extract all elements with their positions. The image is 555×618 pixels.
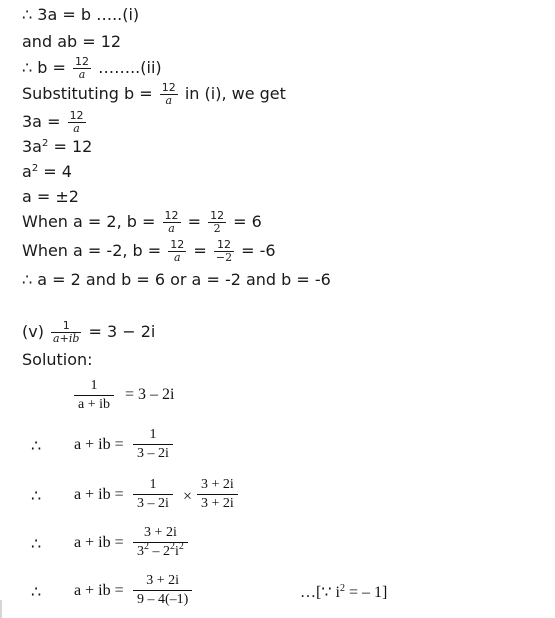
denominator: a+ib [53, 332, 80, 345]
text: i [175, 544, 179, 559]
fraction-1-over-3-minus-2i [133, 476, 173, 513]
text: ∴ b = [22, 58, 71, 77]
numerator: 1 [133, 426, 173, 445]
line-3a-squared [22, 137, 92, 157]
line-3a-eq-b: ∴ 3a = b …..(i) [22, 5, 140, 24]
denominator: a [78, 68, 86, 81]
line-when-a-2 [22, 210, 262, 235]
denominator: 3 – 2i [137, 496, 169, 511]
denominator: a [165, 94, 173, 107]
text: (v) [22, 322, 50, 341]
text: = [182, 212, 207, 231]
solution-heading: Solution: [22, 350, 93, 369]
denominator: −2 [215, 251, 233, 264]
text: Substituting b = [22, 84, 158, 103]
lhs-a-plus-ib: a + ib = [74, 436, 124, 453]
text: When a = 2, b = [22, 212, 161, 231]
line-a-squared [22, 162, 72, 182]
line-conclusion: ∴ a = 2 and b = 6 or a = -2 and b = -6 [22, 270, 331, 289]
denominator [133, 543, 188, 561]
exponent: 2 [31, 163, 39, 174]
numerator: 3 + 2i [197, 476, 238, 495]
fraction-expanded [133, 524, 188, 561]
left-edge-divider [0, 600, 2, 618]
text: a [22, 162, 32, 181]
line-when-a-minus-2 [22, 239, 276, 264]
numerator: 12 [214, 239, 234, 252]
fraction [51, 320, 81, 345]
fraction [214, 239, 234, 264]
exponent: 2 [144, 541, 149, 552]
text: = 6 [228, 212, 262, 231]
denominator: 9 – 4(–1) [137, 592, 189, 607]
therefore-symbol: ∴ [31, 438, 42, 455]
numerator: 12 [69, 109, 84, 122]
denominator: 3 + 2i [201, 496, 234, 511]
text: = -6 [236, 241, 276, 260]
text: – 2 [149, 544, 170, 559]
fraction-simplified [133, 572, 192, 609]
line-ab-eq-12: and ab = 12 [22, 32, 122, 51]
denominator: 3 – 2i [137, 446, 169, 461]
text: ……..(ii) [93, 58, 162, 77]
multiply-sign: × [183, 488, 193, 505]
fraction-1-over-a-plus-ib [74, 377, 114, 414]
numerator: 1 [74, 377, 114, 396]
numerator: 12 [170, 238, 185, 251]
text: 3a = [22, 112, 66, 131]
therefore-symbol: ∴ [31, 584, 42, 601]
text: 3a [22, 137, 42, 156]
denominator: a [174, 251, 181, 264]
line-3a-eq-12-over-a [22, 110, 88, 135]
denominator: a + ib [78, 397, 110, 412]
text: = 4 [38, 162, 72, 181]
fraction [168, 239, 186, 264]
text: = [188, 241, 212, 260]
exponent: 2 [41, 138, 49, 149]
denominator: 2 [213, 222, 221, 235]
exponent: 2 [178, 541, 184, 552]
numerator: 12 [210, 209, 225, 222]
numerator: 1 [51, 320, 81, 333]
line-b-eq-12-over-a [22, 56, 162, 81]
therefore-symbol: ∴ [31, 536, 42, 553]
denominator: a [168, 222, 175, 235]
rhs-3-minus-2i: = 3 – 2i [125, 386, 175, 403]
exponent: 2 [339, 583, 345, 594]
numerator: 3 + 2i [133, 572, 192, 591]
fraction [160, 82, 178, 107]
line-question-v [22, 320, 155, 345]
line-substituting [22, 82, 286, 107]
fraction [68, 110, 86, 135]
text: = 3 − 2i [83, 322, 156, 341]
fraction-conjugate [197, 476, 238, 513]
denominator: a [73, 122, 80, 135]
numerator: 12 [161, 81, 176, 94]
lhs-a-plus-ib: a + ib = [74, 582, 124, 599]
lhs-a-plus-ib: a + ib = [74, 486, 124, 503]
text: When a = -2, b = [22, 241, 167, 260]
text: …[∵ i [300, 584, 340, 601]
exponent: 2 [170, 541, 175, 552]
lhs-a-plus-ib: a + ib = [74, 534, 124, 551]
note-i-squared [300, 582, 387, 602]
numerator: 12 [164, 209, 179, 222]
text: 3 [137, 544, 144, 559]
therefore-symbol: ∴ [31, 488, 42, 505]
numerator: 1 [133, 476, 173, 495]
fraction [208, 210, 226, 235]
fraction-1-over-3-minus-2i [133, 426, 173, 463]
numerator: 3 + 2i [133, 524, 188, 543]
fraction [73, 56, 91, 81]
numerator: 12 [75, 55, 89, 68]
fraction [163, 210, 181, 235]
text: = 12 [48, 137, 93, 156]
line-a-plus-minus-2: a = ±2 [22, 187, 79, 206]
text: in (i), we get [179, 84, 286, 103]
text: = – 1] [344, 584, 388, 601]
